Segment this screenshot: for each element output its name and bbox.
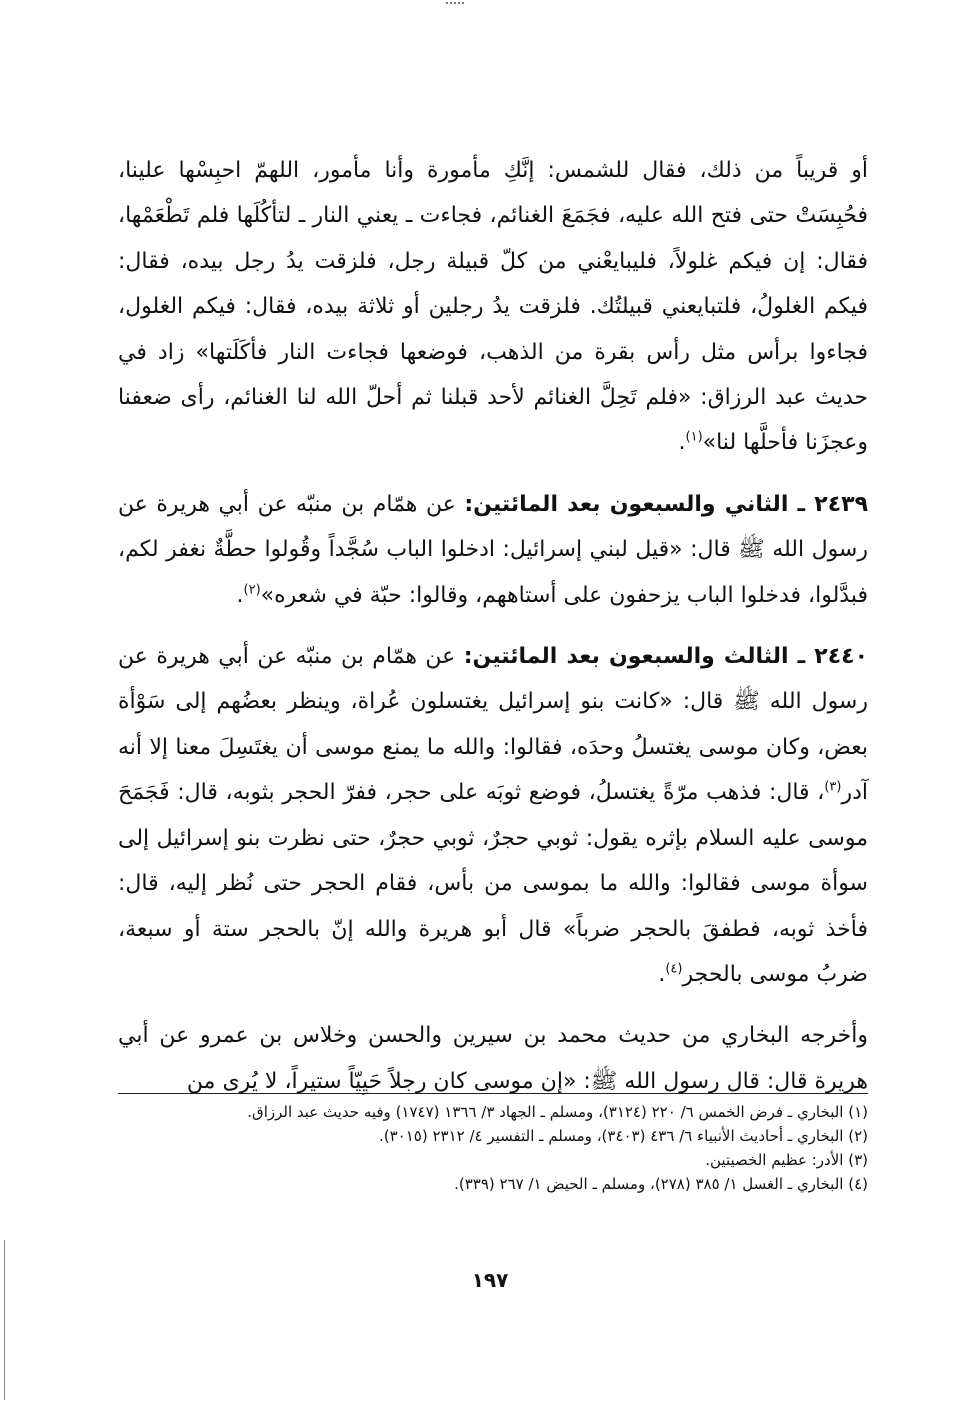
footnote-reference: (٣) <box>824 779 842 795</box>
paragraph <box>118 1013 868 1104</box>
paragraph-text: عن همّام بن منبّه عن أبي هريرة عن رسول الله ﷺ قال: «كانت بنو إسرائيل يغتسلون عُراة، وينظر بعضُهم إلى سَوْأة بعض، وكان موسى يغتسلُ وحدَه، فقالوا: والله ما يمنع موسى أن يغتَسِلَ معنا إلا أنه آدر <box>118 644 868 806</box>
footnotes <box>118 1100 868 1196</box>
page-number: ١٩٧ <box>471 1268 509 1292</box>
paragraph-text: عن همّام بن منبّه عن أبي هريرة عن رسول الله ﷺ قال: «قيل لبني إسرائيل: ادخلوا الباب سُجَّداً وقُولوا حطَّةٌ نغفر لكم، فبدَّلوا، فدخلوا الباب يزحفون على أستاههم، وقالوا: حبّة في شعره» <box>118 491 868 608</box>
paragraph-text: أو قريباً من ذلك، فقال للشمس: إنَّكِ مأمورة وأنا مأمور، اللهمّ احبِسْها علينا، فحُبِسَتْ حتى فتح الله عليه، فجَمَعَ الغنائم، فجاءت ـ يعني النار ـ لتأكُلَها فلم تَطْعَمْها، فقال: إن فيكم غلولاً، فليبايعْني من كلّ قبيلة رجل، فلزقت يدُ رجل بيده، فقال: فيكم الغلولُ، فلتبايعني قبيلتُك. فلزقت يدُ رجلين أو ثلاثة بيده، فقال: فيكم الغلول، فجاءوا برأس مثل رأس بقرة من الذهب، فوضعها فجاءت النار فأكَلَتها» زاد في حديث عبد الرزاق: «فلم تَحِلَّ الغنائم لأحد قبلنا ثم أحلّ الله لنا الغنائم، رأى ضعفنا وعجزَنا فأحلَّها لنا» <box>118 158 868 456</box>
footnote-reference: (٢) <box>243 582 261 598</box>
paragraph-tail: . <box>236 582 244 608</box>
paragraph <box>118 634 868 997</box>
footnote: (٢) البخاري ـ أحاديث الأنبياء ٦/ ٤٣٦ (٣٤٠٣)، ومسلم ـ التفسير ٤/ ٢٣١٢ (٣٠١٥). <box>378 1127 868 1145</box>
footnote: (١) البخاري ـ فرض الخمس ٦/ ٢٢٠ (٣١٢٤)، ومسلم ـ الجهاد ٣/ ١٣٦٦ (١٧٤٧) وفيه حديث عبد الرزاق. <box>247 1103 868 1121</box>
footnote-reference: (٤) <box>665 961 683 977</box>
paragraph <box>118 148 868 466</box>
paragraph-text-continued: ، قال: فذهب مرّةً يغتسلُ، فوضع ثوبَه على حجر، ففرّ الحجر بثوبه، قال: فَجَمَحَ موسى عليه السلام بإثره يقول: ثوبي حجرٌ، ثوبي حجرٌ، حتى نظرت بنو إسرائيل إلى سوأة موسى فقالوا: والله ما بموسى من بأس، فقام الحجر حتى نُظر إليه، قال: فأخذ ثوبه، فطفقَ بالحجر ضرباً» قال أبو هريرة والله إنّ بالحجر ستة أو سبعة، ضربُ موسى بالحجر <box>118 780 868 987</box>
paragraph <box>118 482 868 618</box>
scan-mark <box>446 2 464 8</box>
hadith-heading: ٢٤٣٩ ـ الثاني والسبعون بعد المائتين: <box>464 491 868 517</box>
footnote-separator <box>118 1093 868 1094</box>
footnote-reference: (١) <box>685 430 703 446</box>
scan-edge-line <box>4 1240 5 1400</box>
hadith-heading: ٢٤٤٠ ـ الثالث والسبعون بعد المائتين: <box>463 644 868 670</box>
main-text <box>118 148 868 1120</box>
footnote: (٤) البخاري ـ الغسل ١/ ٣٨٥ (٢٧٨)، ومسلم ـ الحيض ١/ ٢٦٧ (٣٣٩). <box>454 1175 868 1193</box>
paragraph-tail: . <box>678 430 686 456</box>
paragraph-text: وأخرجه البخاري من حديث محمد بن سيرين والحسن وخلاس بن عمرو عن أبي هريرة قال: قال رسول الله ﷺ: «إن موسى كان رجلاً حَيِيّاً ستيراً، لا يُرى من <box>118 1023 868 1094</box>
footnote: (٣) الأدر: عظيم الخصيتين. <box>705 1151 868 1169</box>
paragraph-tail: . <box>658 961 666 987</box>
